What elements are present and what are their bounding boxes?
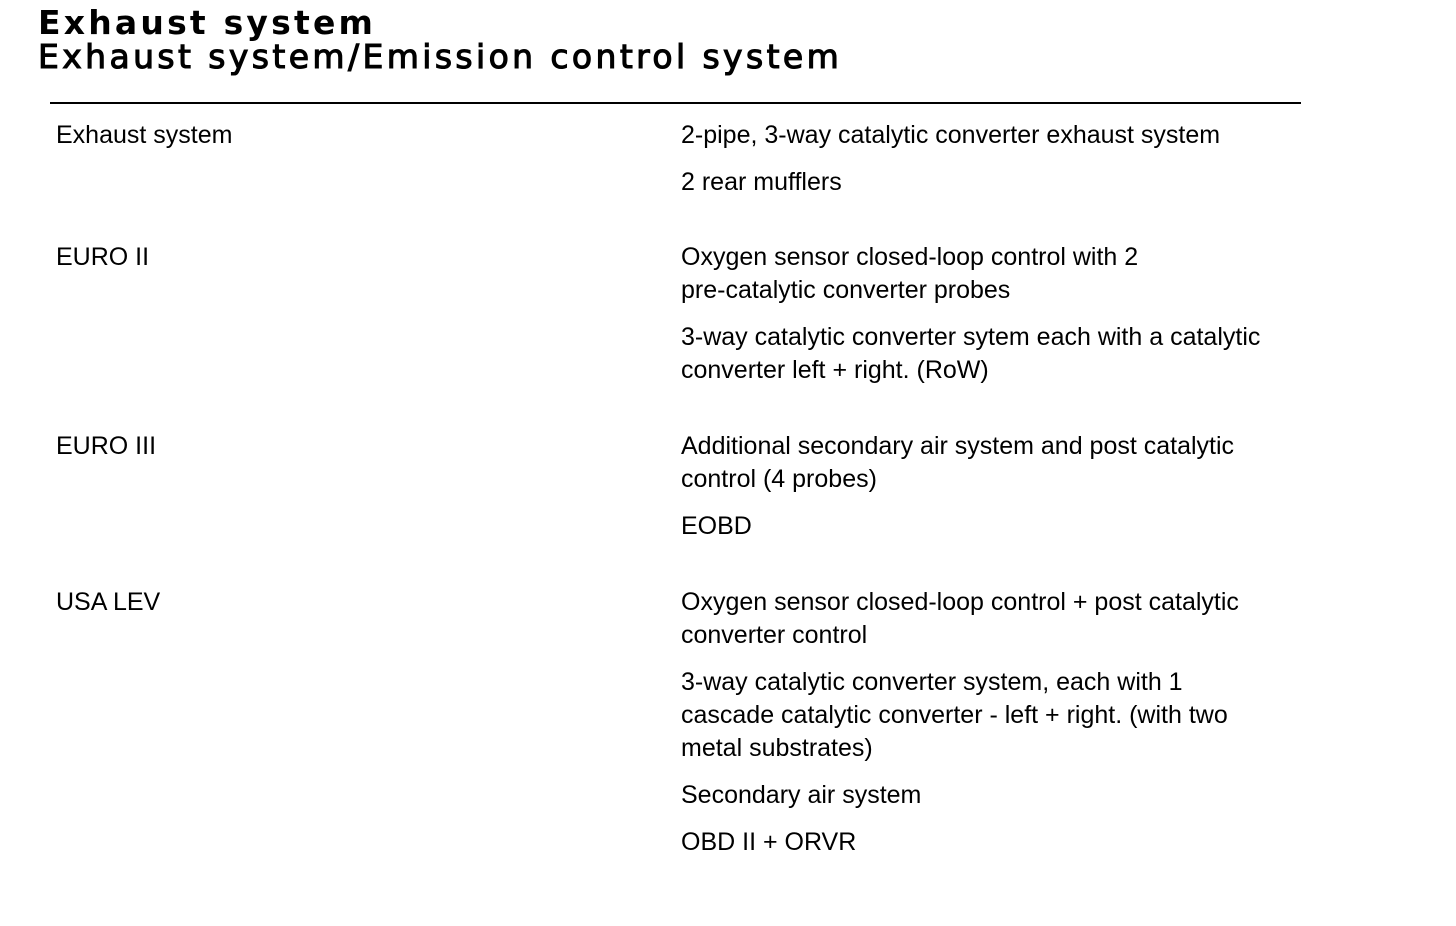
spec-label: USA LEV [56, 588, 161, 616]
spec-line: converter left + right. (RoW) [681, 356, 989, 384]
spec-line: converter control [681, 621, 868, 649]
spec-line: Additional secondary air system and post catalytic [681, 432, 1235, 460]
spec-label: Exhaust system [56, 121, 233, 149]
spec-line: OBD II + ORVR [681, 828, 857, 856]
page-subtitle: Exhaust system/Emission control system [38, 37, 843, 76]
spec-paragraph [681, 586, 1321, 652]
spec-paragraph [681, 119, 1321, 152]
spec-description [681, 119, 1321, 213]
spec-paragraph [681, 826, 1321, 859]
spec-line: 2-pipe, 3-way catalytic converter exhaust system [681, 121, 1221, 149]
spec-paragraph [681, 241, 1321, 307]
spec-paragraph [681, 666, 1321, 765]
spec-line: control (4 probes) [681, 465, 877, 493]
page-title: Exhaust system [38, 3, 377, 42]
spec-line: pre-catalytic converter probes [681, 276, 1011, 304]
spec-paragraph [681, 430, 1321, 496]
spec-label: EURO III [56, 432, 157, 460]
spec-line: metal substrates) [681, 734, 873, 762]
spec-line: EOBD [681, 512, 752, 540]
page-header [38, 3, 843, 76]
spec-description [681, 241, 1321, 401]
spec-line: Oxygen sensor closed-loop control with 2 [681, 243, 1139, 271]
spec-line: Secondary air system [681, 781, 922, 809]
spec-paragraph [681, 166, 1321, 199]
spec-paragraph [681, 779, 1321, 812]
spec-paragraph [681, 321, 1321, 387]
spec-line: 3-way catalytic converter system, each with 1 [681, 668, 1183, 696]
spec-description [681, 586, 1321, 873]
header-divider [50, 102, 1301, 104]
spec-label: EURO II [56, 243, 150, 271]
spec-line: Oxygen sensor closed-loop control + post catalytic [681, 588, 1239, 616]
spec-line: 2 rear mufflers [681, 168, 842, 196]
spec-paragraph [681, 510, 1321, 543]
spec-description [681, 430, 1321, 557]
spec-line: 3-way catalytic converter sytem each with a catalytic [681, 323, 1261, 351]
spec-line: cascade catalytic converter - left + right. (with two [681, 701, 1228, 729]
